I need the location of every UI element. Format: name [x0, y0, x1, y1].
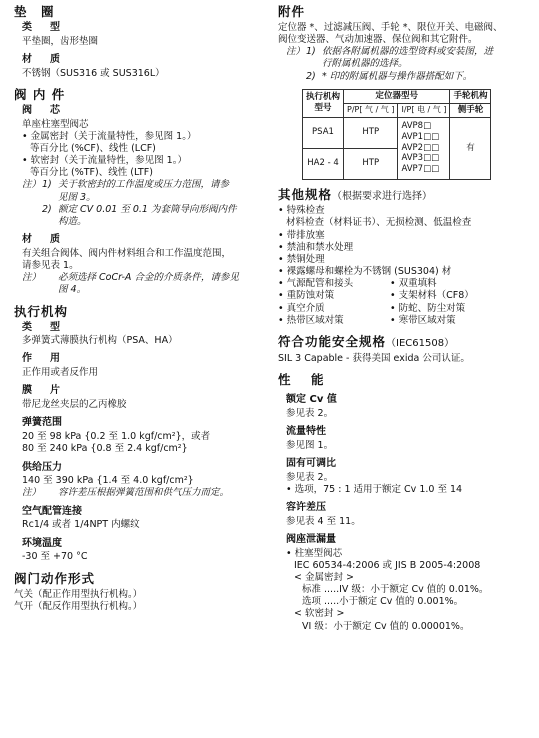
- rangeability-value: 参见表 2。: [286, 471, 334, 483]
- actuator-type-value: 多弹簧式薄膜执行机构（PSA、HA）: [22, 335, 178, 347]
- other-item-1: • 带排放塞: [278, 230, 532, 242]
- supply-pressure-label: 供给压力: [22, 461, 62, 473]
- accessories-section-title: 附件: [278, 4, 306, 19]
- gasket-material-label: 材 质: [22, 53, 64, 65]
- other-pair-1: • 气源配管和接头 • 双重填料: [278, 278, 532, 290]
- gasket-section-title: 垫 圈: [14, 4, 55, 19]
- other-item-4: • 裸露螺母和螺栓为不锈钢 (SUS304) 材: [278, 266, 532, 278]
- internals-material-note: 注） 必须选择 CoCr-A 合金的介质条件，请参见 图 4。: [22, 272, 239, 296]
- metal-seal-characteristic: 等百分比 (%CF)、线性 (LCF): [30, 143, 156, 155]
- actuator-action-value: 正作用或者反作用: [22, 367, 99, 379]
- table-cell-ha24: HA2 - 4: [303, 148, 344, 179]
- internals-section-title: 阀 内 件: [14, 86, 66, 102]
- seat-leakage-label: 阀座泄漏量: [286, 533, 336, 545]
- table-cell-pp-2: HTP: [344, 148, 398, 179]
- accessories-note-2: 2) * 印的附属机器与操作器搭配如下。: [306, 70, 473, 82]
- accessories-note-1: 注） 1) 依据各附属机器的选型资料或安装图，进 行附属机器的选择。: [286, 46, 494, 70]
- table-cell-pp-1: HTP: [344, 117, 398, 148]
- seat-leakage-metal-option: 选项 .....小于额定 Cv 值的 0.001%。: [302, 596, 464, 608]
- action-form-section-title: 阀门动作形式: [14, 570, 96, 586]
- special-inspection-item: • 特殊检查: [278, 205, 532, 217]
- table-cell-handwheel: 有: [450, 117, 491, 179]
- gasket-material-value: 不锈钢（SUS316 或 SUS316L）: [22, 67, 165, 79]
- internals-material-line-2: 请参见表 1。: [22, 260, 79, 272]
- spring-range-line-2: 80 至 240 kPa {0.8 至 2.4 kgf/cm²}: [22, 443, 188, 455]
- cv-label: 额定 Cv 值: [286, 393, 337, 405]
- rangeability-label: 固有可调比: [286, 457, 336, 469]
- spring-range-label: 弹簧范围: [22, 417, 62, 429]
- rangeability-option: • 选项，75 : 1 适用于额定 Cv 1.0 至 14: [286, 484, 532, 496]
- other-pair-3: • 真空介质 • 防蛇、防尘对策: [278, 303, 532, 315]
- allowable-dp-value: 参见表 4 至 11。: [286, 515, 361, 527]
- plug-label: 阀 芯: [22, 104, 64, 116]
- performance-section-title: 性 能: [278, 371, 328, 387]
- actuator-type-label: 类 型: [22, 321, 64, 333]
- cv-value: 参见表 2。: [286, 407, 334, 419]
- supply-pressure-note: 注） 容许差压根据弹簧范围和供气压力而定。: [22, 487, 230, 499]
- ambient-temp-label: 环境温度: [22, 537, 62, 549]
- action-form-line-2: 气开（配反作用型执行机构。）: [14, 600, 143, 612]
- flow-char-label: 流量特性: [286, 425, 326, 437]
- action-form-line-1: 气关（配正作用型执行机构。）: [14, 588, 143, 600]
- gasket-type-value: 平垫圈，齿形垫圈: [22, 35, 99, 47]
- internals-material-line-1: 有关组合阀体、阀内件材料组合和工作温度范围，: [22, 247, 232, 259]
- other-pair-4: • 热带区域对策 • 寒带区域对策: [278, 315, 532, 327]
- table-header-positioner: 定位器型号: [344, 89, 450, 103]
- other-item-2: • 禁油和禁水处理: [278, 242, 532, 254]
- other-pair-2: • 重防蚀对策 • 支架材料（CF8）: [278, 290, 532, 302]
- diaphragm-value: 带尼龙丝夹层的乙丙橡胶: [22, 399, 127, 411]
- other-spec-section-title: 其他规格（根据要求进行选择）: [278, 186, 433, 202]
- seat-leakage-standard: IEC 60534-4:2006 或 JIS B 2005-4:2008: [294, 559, 481, 571]
- table-header-pp: P/P[ 气 / 气 ]: [344, 103, 398, 117]
- allowable-dp-label: 容许差压: [286, 501, 326, 513]
- internals-note-2: 2) 额定 CV 0.01 至 0.1 为套筒导向形阀内件 构造。: [42, 203, 237, 227]
- ambient-temp-value: -30 至 +70 °C: [22, 551, 88, 563]
- safety-section-title: 符合功能安全规格（IEC61508）: [278, 333, 455, 349]
- actuator-section-title: 执行机构: [14, 303, 69, 319]
- internals-material-label: 材 质: [22, 234, 64, 246]
- metal-seal-item: • 金属密封（关于流量特性，参见图 1。）: [22, 131, 270, 143]
- air-connection-value: Rc1/4 或者 1/4NPT 内螺纹: [22, 519, 140, 531]
- table-header-handwheel: 手轮机构: [450, 89, 491, 103]
- soft-seal-characteristic: 等百分比 (%TF)、线性 (LTF): [30, 167, 153, 179]
- soft-seal-item: • 软密封（关于流量特性，参见图 1。）: [22, 155, 270, 167]
- special-inspection-detail: 材料检查（材料证书）、无损检测、低温检查: [286, 217, 472, 229]
- accessories-line-2: 阀位变送器、气动加速器、保位阀和其它附件。: [278, 34, 478, 46]
- accessories-line-1: 定位器 *、过滤减压阀、手轮 *、限位开关、电磁阀、: [278, 22, 503, 33]
- seat-leakage-soft-header: < 软密封 >: [294, 608, 345, 620]
- accessory-table: [302, 89, 491, 180]
- safety-value: SIL 3 Capable - 获得美国 exida 公司认证。: [278, 352, 470, 364]
- table-cell-psa1: PSA1: [303, 117, 344, 148]
- supply-pressure-value: 140 至 390 kPa {1.4 至 4.0 kgf/cm²}: [22, 475, 194, 487]
- flow-char-value: 参见图 1。: [286, 439, 334, 451]
- seat-leakage-metal-header: < 金属密封 >: [294, 571, 354, 583]
- internals-note-1: 注） 1) 关于软密封的工作温度或压力范围，请参 见图 3。: [22, 179, 230, 203]
- table-header-side-handwheel: 侧手轮: [450, 103, 491, 117]
- table-cell-ip-list: AVP8□ AVP1□□ AVP2□□ AVP3□□ AVP7□□: [398, 117, 450, 179]
- other-item-3: • 禁铜处理: [278, 254, 532, 266]
- seat-leakage-type: • 柱塞型阀芯: [286, 548, 532, 560]
- gasket-type-label: 类 型: [22, 22, 64, 33]
- plug-value: 单座柱塞型阀芯: [22, 118, 89, 130]
- seat-leakage-metal-standard: 标准 .....IV 级：小于额定 Cv 值的 0.01%。: [302, 584, 489, 596]
- seat-leakage-soft-value: VI 级：小于额定 Cv 值的 0.00001%。: [302, 620, 470, 632]
- actuator-action-label: 作 用: [22, 353, 64, 365]
- diaphragm-label: 膜 片: [22, 385, 64, 397]
- spring-range-line-1: 20 至 98 kPa {0.2 至 1.0 kgf/cm²}，或者: [22, 431, 211, 443]
- table-header-actuator: 执行机构 型号: [303, 89, 344, 117]
- left-column: [14, 4, 270, 613]
- right-column: [278, 4, 532, 633]
- table-header-ip: I/P[ 电 / 气 ]: [398, 103, 450, 117]
- air-connection-label: 空气配管连接: [22, 505, 82, 517]
